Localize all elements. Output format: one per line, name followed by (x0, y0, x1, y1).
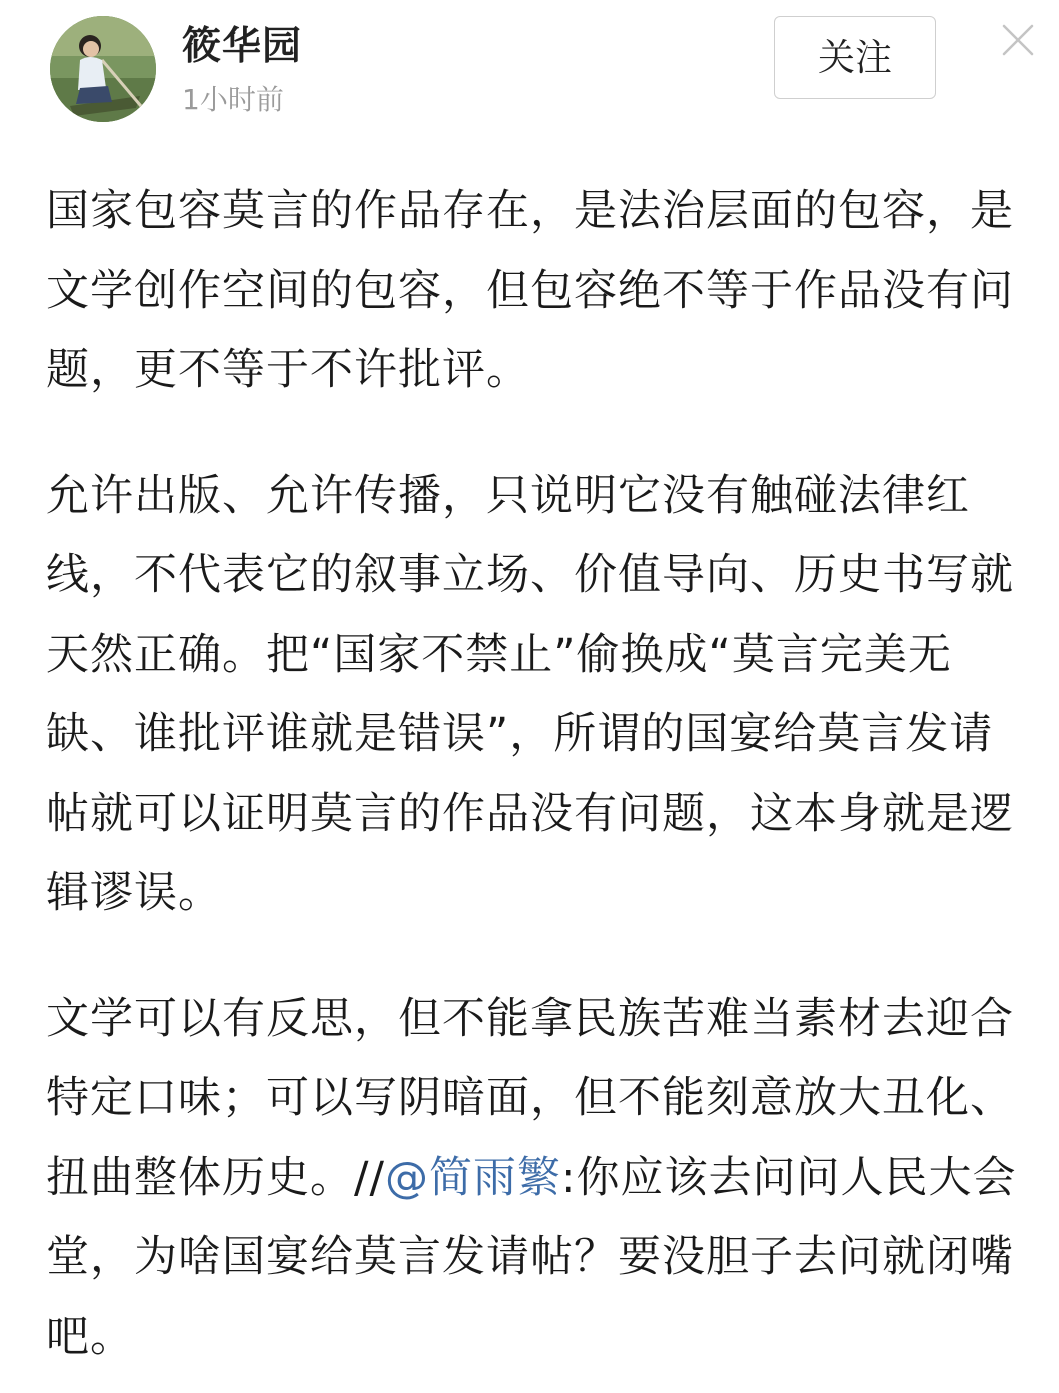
follow-button[interactable]: 关注 (774, 16, 936, 99)
post-paragraph-1: 国家包容莫言的作品存在，是法治层面的包容，是文学创作空间的包容，但包容绝不等于作品没有问题，更不等于不许批评。 (46, 186, 1014, 395)
avatar-photo (50, 16, 156, 122)
avatar[interactable] (50, 16, 156, 122)
post-content (46, 172, 1036, 1377)
mention-link[interactable]: @简雨繁 (384, 1152, 561, 1203)
close-icon[interactable] (996, 18, 1040, 62)
post-paragraph-2: 允许出版、允许传播，只说明它没有触碰法律红线，不代表它的叙事立场、价值导向、历史书写就天然正确。把“国家不禁止”偷换成“莫言完美无缺、谁批评谁就是错误”，所谓的国宴给莫言发请帖就可以证明莫言的作品没有问题，这本身就是逻辑谬误。 (46, 470, 1014, 918)
repost-text-after: :你应该去问问人民大会堂，为啥国宴给莫言发请帖？要没胆子去问就闭嘴吧。 (46, 1152, 1017, 1362)
post-paragraph-3 (46, 980, 1036, 1378)
author-name[interactable]: 筱华园 (182, 24, 303, 69)
repost-text-before: 文学可以有反思，但不能拿民族苦难当素材去迎合特定口味；可以写阴暗面，但不能刻意放大丑化、扭曲整体历史。// (46, 993, 1014, 1203)
post-time: 1小时前 (182, 83, 284, 116)
